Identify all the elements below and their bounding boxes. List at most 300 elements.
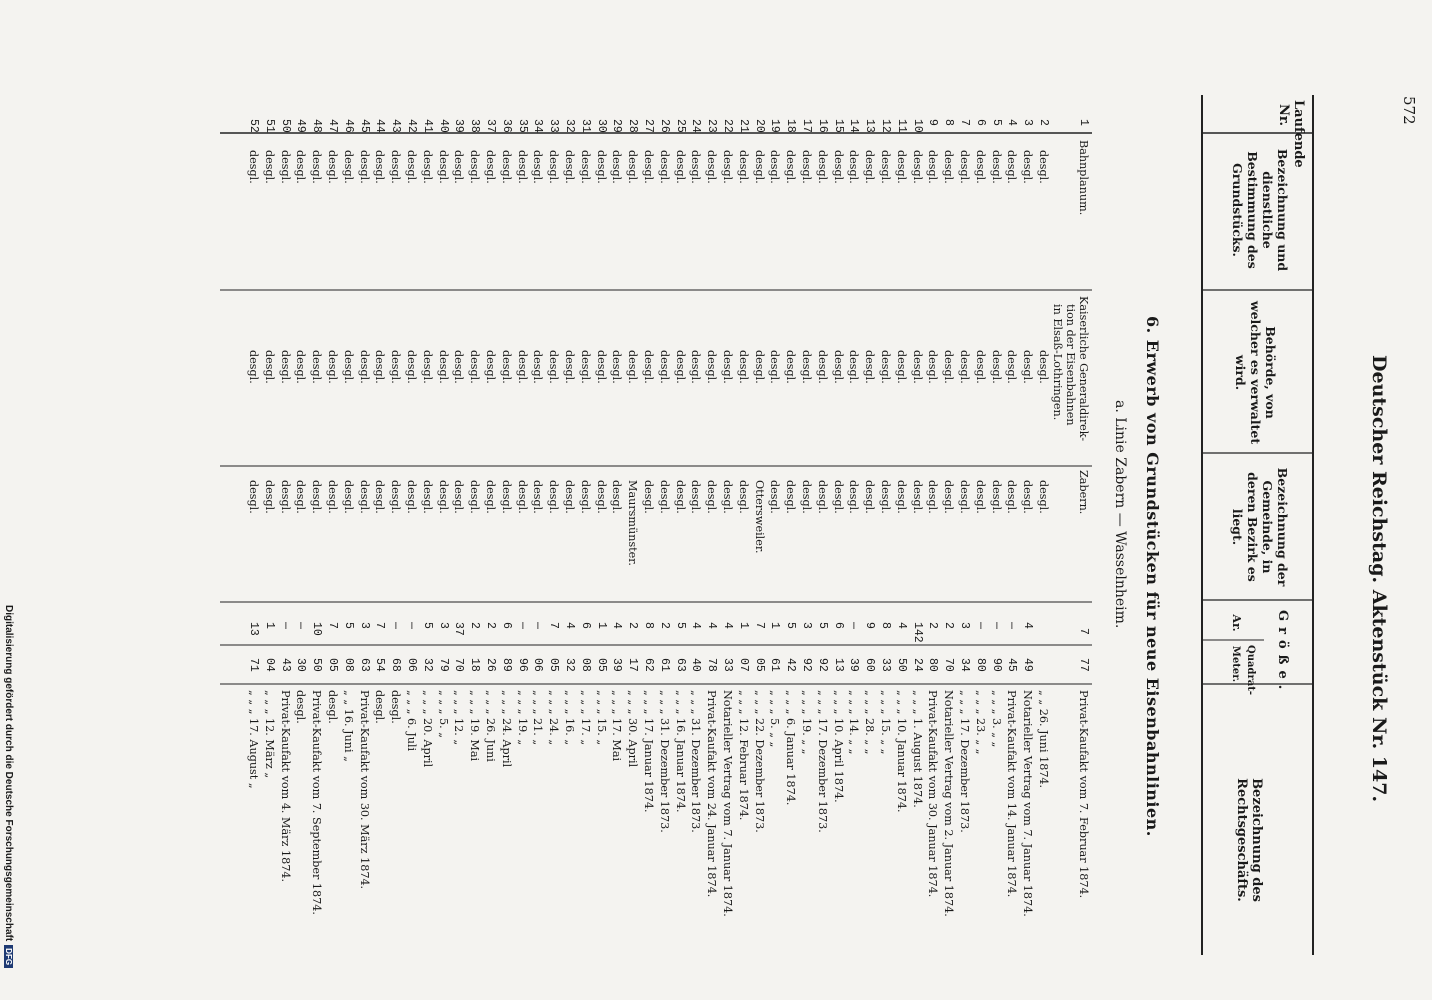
cell-behoerde: desgl.: [1021, 350, 1035, 384]
cell-behoerde: desgl.: [721, 350, 734, 384]
cell-rechtsgeschaeft: Notarieller Vertrag vom 7. Januar 1874.: [1021, 690, 1035, 917]
cell-behoerde: desgl.: [262, 350, 276, 384]
cell-ar: 2: [657, 622, 671, 629]
cell-bezeichnung: desgl.: [831, 150, 845, 184]
cell-rechtsgeschaeft: „ „ „ 20. April: [420, 690, 434, 768]
cell-rechtsgeschaeft: „ „ „ 17. Dezember 1873.: [815, 690, 829, 833]
cell-behoerde: desgl.: [800, 350, 813, 384]
cell-ar: —: [515, 622, 529, 629]
cell-qm: 18: [468, 658, 482, 672]
cell-qm: 60: [863, 658, 877, 672]
cell-qm: 30: [294, 658, 308, 672]
cell-ar: 4: [721, 622, 734, 629]
cell-rechtsgeschaeft: „ „ 26. Juni 1874.: [1037, 690, 1050, 789]
header-bezeichnung: Bezeichnung und dienstliche Bestimmung des Grundstücks.: [1230, 148, 1290, 272]
cell-rechtsgeschaeft: „ „ „ 17. August „: [247, 690, 260, 789]
cell-rechtsgeschaeft: „ „ „ 6. Juli: [405, 690, 418, 752]
cell-ar: 2: [626, 622, 640, 629]
cell-rechtsgeschaeft: „ „ „ 22. Dezember 1873.: [752, 690, 766, 833]
cell-rechtsgeschaeft: Privat-Kaufakt vom 24. Januar 1874.: [705, 690, 719, 898]
cell-ar: 37: [452, 622, 466, 636]
section-title: 6. Erwerb von Grundstücken für neue Eisenbahnlinien.: [1143, 316, 1162, 837]
cell-nr: 47: [326, 119, 339, 133]
cell-qm: 32: [563, 658, 576, 672]
cell-nr: 22: [721, 119, 734, 133]
cell-behoerde: desgl.: [610, 350, 624, 384]
cell-rechtsgeschaeft: Privat-Kaufakt vom 30. März 1874.: [357, 690, 371, 890]
cell-nr: 39: [452, 119, 466, 133]
cell-ar: 5: [420, 622, 434, 629]
cell-qm: 79: [436, 658, 450, 672]
cell-bezeichnung: desgl.: [721, 150, 734, 184]
cell-bezeichnung: desgl.: [689, 150, 703, 184]
cell-behoerde: desgl.: [436, 350, 450, 384]
cell-qm: 90: [989, 658, 1003, 672]
cell-behoerde: desgl.: [420, 350, 434, 384]
cell-behoerde: desgl.: [863, 350, 877, 384]
cell-bezeichnung: desgl.: [1037, 150, 1050, 184]
cell-nr: 42: [405, 119, 418, 133]
cell-rechtsgeschaeft: „ „ „ 16. „: [563, 690, 576, 746]
cell-nr: 28: [626, 119, 640, 133]
cell-rechtsgeschaeft: „ „ „ 17. „: [578, 690, 592, 746]
cell-bezeichnung: desgl.: [262, 150, 276, 184]
cell-gemeinde: desgl.: [973, 480, 987, 514]
cell-bezeichnung: desgl.: [815, 150, 829, 184]
cell-rechtsgeschaeft: „ „ „ 1. August 1874.: [910, 690, 924, 808]
cell-qm: 06: [405, 658, 418, 672]
cell-nr: 3: [1021, 119, 1035, 126]
cell-rechtsgeschaeft: „ „ „ 17. Mai: [610, 690, 624, 762]
cell-nr: 43: [389, 119, 403, 133]
cell-bezeichnung: desgl.: [673, 150, 687, 184]
cell-qm: 70: [452, 658, 466, 672]
cell-rechtsgeschaeft: Notarieller Vertrag vom 2. Januar 1874.: [942, 690, 956, 917]
cell-bezeichnung: Bahnplanum.: [1077, 140, 1090, 216]
cell-qm: 62: [642, 658, 655, 672]
cell-behoerde: desgl.: [310, 350, 324, 384]
cell-nr: 48: [310, 119, 324, 133]
cell-gemeinde: desgl.: [784, 480, 798, 514]
cell-gemeinde: desgl.: [594, 480, 608, 514]
cell-ar: 6: [831, 622, 845, 629]
cell-rechtsgeschaeft: desgl.: [373, 690, 387, 724]
cell-bezeichnung: desgl.: [1021, 150, 1035, 184]
cell-nr: 2: [1037, 119, 1050, 126]
cell-qm: 05: [594, 658, 608, 672]
cell-rechtsgeschaeft: Privat-Kaufakt vom 30. Januar 1874.: [926, 690, 940, 898]
cell-qm: 05: [547, 658, 561, 672]
cell-nr: 15: [831, 119, 845, 133]
cell-gemeinde: desgl.: [989, 480, 1003, 514]
cell-qm: 04: [262, 658, 276, 672]
cell-ar: —: [973, 622, 987, 629]
cell-nr: 32: [563, 119, 576, 133]
page-number: 572: [1400, 96, 1418, 125]
cell-nr: 18: [784, 119, 798, 133]
cell-behoerde-line-2: tion der Eisenbahnen: [1064, 304, 1077, 426]
cell-qm: 50: [310, 658, 324, 672]
cell-bezeichnung: desgl.: [942, 150, 956, 184]
cell-nr: 11: [894, 119, 908, 133]
cell-behoerde: desgl.: [531, 350, 545, 384]
cell-ar: 13: [247, 622, 260, 636]
cell-rechtsgeschaeft: desgl.: [389, 690, 403, 724]
cell-bezeichnung: desgl.: [1005, 150, 1019, 184]
cell-gemeinde: desgl.: [847, 480, 861, 514]
header-laufende-nr: Laufende Nr.: [1276, 100, 1306, 168]
cell-bezeichnung: desgl.: [531, 150, 545, 184]
cell-ar: —: [989, 622, 1003, 629]
cell-qm: 92: [800, 658, 813, 672]
cell-gemeinde: desgl.: [357, 480, 371, 514]
cell-behoerde: desgl.: [547, 350, 561, 384]
cell-ar: 4: [705, 622, 719, 629]
cell-gemeinde: desgl.: [436, 480, 450, 514]
cell-behoerde: desgl.: [1005, 350, 1019, 384]
cell-gemeinde: desgl.: [705, 480, 719, 514]
cell-behoerde: desgl.: [768, 350, 782, 384]
cell-nr: 21: [736, 119, 750, 133]
cell-qm: 05: [326, 658, 339, 672]
cell-ar: —: [389, 622, 403, 629]
cell-gemeinde: desgl.: [1005, 480, 1019, 514]
cell-behoerde: desgl.: [673, 350, 687, 384]
cell-gemeinde: Maursmünster.: [626, 480, 640, 566]
cell-bezeichnung: desgl.: [847, 150, 861, 184]
header-rechtsgeschaeft: Bezeichnung des Rechtsgeschäfts.: [1234, 778, 1264, 902]
cell-qm: 40: [689, 658, 703, 672]
cell-rechtsgeschaeft: „ „ „ 31. Dezember 1873.: [657, 690, 671, 833]
cell-gemeinde: desgl.: [452, 480, 466, 514]
cell-gemeinde: desgl.: [405, 480, 418, 514]
cell-nr: 50: [278, 119, 292, 133]
cell-behoerde: desgl.: [926, 350, 940, 384]
cell-nr: 44: [373, 119, 387, 133]
cell-bezeichnung: desgl.: [515, 150, 529, 184]
cell-qm: 24: [910, 658, 924, 672]
cell-bezeichnung: desgl.: [373, 150, 387, 184]
cell-nr: 8: [942, 119, 956, 126]
header-behoerde: Behörde, von welcher es verwaltet wird.: [1233, 300, 1278, 445]
cell-nr: 41: [420, 119, 434, 133]
cell-behoerde: desgl.: [989, 350, 1003, 384]
cell-behoerde: desgl.: [594, 350, 608, 384]
cell-ar: 3: [800, 622, 813, 629]
cell-qm: 70: [942, 658, 956, 672]
cell-bezeichnung: desgl.: [326, 150, 339, 184]
cell-ar: 2: [926, 622, 940, 629]
cell-gemeinde: desgl.: [326, 480, 339, 514]
cell-gemeinde: desgl.: [689, 480, 703, 514]
cell-qm: 07: [736, 658, 750, 672]
cell-gemeinde: desgl.: [958, 480, 971, 514]
cell-ar: —: [531, 622, 545, 629]
cell-qm: 17: [626, 658, 640, 672]
cell-gemeinde: desgl.: [341, 480, 355, 514]
cell-ar: 1: [768, 622, 782, 629]
cell-rechtsgeschaeft: „ „ „ 31. Dezember 1873.: [689, 690, 703, 833]
cell-qm: 49: [1021, 658, 1035, 672]
cell-rechtsgeschaeft: „ „ „ 19. „ „: [800, 690, 813, 755]
cell-ar: 4: [894, 622, 908, 629]
cell-bezeichnung: desgl.: [642, 150, 655, 184]
cell-rechtsgeschaeft: „ „ „ 12. Februar 1874.: [736, 690, 750, 821]
cell-bezeichnung: desgl.: [958, 150, 971, 184]
cell-bezeichnung: desgl.: [784, 150, 798, 184]
running-title: Deutscher Reichstag. Aktenstück Nr. 147.: [1368, 355, 1390, 803]
cell-ar: 6: [578, 622, 592, 629]
cell-behoerde: desgl.: [973, 350, 987, 384]
cell-bezeichnung: desgl.: [547, 150, 561, 184]
cell-behoerde: desgl.: [705, 350, 719, 384]
cell-gemeinde: desgl.: [831, 480, 845, 514]
cell-qm: 68: [389, 658, 403, 672]
cell-rechtsgeschaeft: „ „ „ 30. April: [626, 690, 640, 768]
cell-behoerde: desgl.: [894, 350, 908, 384]
cell-ar: —: [278, 622, 292, 629]
cell-behoerde: desgl.: [294, 350, 308, 384]
cell-nr: 37: [484, 119, 497, 133]
cell-ar: —: [1005, 622, 1019, 629]
cell-qm: 13: [831, 658, 845, 672]
cell-bezeichnung: desgl.: [452, 150, 466, 184]
cell-rechtsgeschaeft: „ „ „ 15. „ „: [879, 690, 892, 755]
cell-qm: 33: [721, 658, 734, 672]
cell-gemeinde: desgl.: [1037, 480, 1050, 514]
cell-behoerde: desgl.: [752, 350, 766, 384]
cell-behoerde: desgl.: [515, 350, 529, 384]
cell-bezeichnung: desgl.: [341, 150, 355, 184]
cell-bezeichnung: desgl.: [278, 150, 292, 184]
cell-rechtsgeschaeft: „ „ „ 14. „ „: [847, 690, 861, 755]
cell-gemeinde: desgl.: [262, 480, 276, 514]
cell-rechtsgeschaeft: „ „ „ 12. März „: [262, 690, 276, 779]
cell-gemeinde: desgl.: [515, 480, 529, 514]
cell-rechtsgeschaeft: „ „ „ 24. „: [547, 690, 561, 746]
cell-ar: 1: [262, 622, 276, 629]
cell-bezeichnung: desgl.: [736, 150, 750, 184]
cell-nr: 20: [752, 119, 766, 133]
cell-nr: 4: [1005, 119, 1019, 126]
cell-behoerde: desgl.: [879, 350, 892, 384]
cell-bezeichnung: desgl.: [389, 150, 403, 184]
cell-ar: 7: [1077, 628, 1090, 635]
cell-behoerde: desgl.: [578, 350, 592, 384]
cell-nr: 10: [910, 119, 924, 133]
cell-rechtsgeschaeft: „ „ „ 16. Januar 1874.: [673, 690, 687, 813]
cell-rechtsgeschaeft: „ „ „ 17. Januar 1874.: [642, 690, 655, 813]
cell-bezeichnung: desgl.: [578, 150, 592, 184]
cell-behoerde: desgl.: [452, 350, 466, 384]
subsection-title: a. Linie Zabern — Wasselnheim.: [1112, 400, 1128, 629]
cell-nr: 6: [973, 119, 987, 126]
cell-gemeinde: desgl.: [373, 480, 387, 514]
cell-gemeinde: desgl.: [815, 480, 829, 514]
cell-behoerde: desgl.: [341, 350, 355, 384]
cell-gemeinde: desgl.: [420, 480, 434, 514]
cell-ar: 3: [436, 622, 450, 629]
cell-bezeichnung: desgl.: [436, 150, 450, 184]
cell-ar: 5: [341, 622, 355, 629]
cell-ar: —: [294, 622, 308, 629]
cell-qm: 80: [973, 658, 987, 672]
credit-text: Digitalisierung gefördert durch die Deutsche Forschungsgemeinschaft: [3, 605, 14, 942]
cell-rechtsgeschaeft: „ „ „ 12. „: [452, 690, 466, 746]
cell-behoerde: desgl.: [657, 350, 671, 384]
cell-nr: 51: [262, 119, 276, 133]
cell-nr: 5: [989, 119, 1003, 126]
cell-behoerde: desgl.: [958, 350, 971, 384]
cell-ar: 8: [879, 622, 892, 629]
cell-bezeichnung: desgl.: [973, 150, 987, 184]
cell-behoerde: desgl.: [278, 350, 292, 384]
cell-qm: 63: [357, 658, 371, 672]
cell-ar: 5: [784, 622, 798, 629]
cell-ar: 5: [815, 622, 829, 629]
cell-behoerde: desgl.: [373, 350, 387, 384]
cell-behoerde: desgl.: [784, 350, 798, 384]
cell-nr: 31: [578, 119, 592, 133]
cell-bezeichnung: desgl.: [310, 150, 324, 184]
cell-nr: 25: [673, 119, 687, 133]
cell-nr: 38: [468, 119, 482, 133]
cell-bezeichnung: desgl.: [926, 150, 940, 184]
cell-behoerde: desgl.: [468, 350, 482, 384]
cell-nr: 35: [515, 119, 529, 133]
cell-bezeichnung: desgl.: [499, 150, 513, 184]
cell-gemeinde: desgl.: [721, 480, 734, 514]
cell-gemeinde: desgl.: [926, 480, 940, 514]
cell-rechtsgeschaeft: Notarieller Vertrag vom 7. Januar 1874.: [721, 690, 734, 917]
cell-gemeinde: desgl.: [673, 480, 687, 514]
cell-rechtsgeschaeft: Privat-Kaufakt vom 7. September 1874.: [310, 690, 324, 915]
cell-behoerde-line-3: in Elsaß-Lothringen.: [1051, 304, 1064, 421]
cell-bezeichnung: desgl.: [910, 150, 924, 184]
cell-qm: 71: [247, 658, 260, 672]
cell-bezeichnung: desgl.: [357, 150, 371, 184]
cell-ar: 2: [484, 622, 497, 629]
cell-qm: 89: [499, 658, 513, 672]
cell-rechtsgeschaeft: „ „ „ 19. Mai: [468, 690, 482, 762]
cell-behoerde: desgl.: [326, 350, 339, 384]
cell-behoerde: desgl.: [499, 350, 513, 384]
cell-bezeichnung: desgl.: [594, 150, 608, 184]
cell-qm: 33: [879, 658, 892, 672]
header-gemeinde: Bezeichnung der Gemeinde, in deren Bezirk es liegt.: [1230, 467, 1290, 587]
cell-rechtsgeschaeft: „ „ 16. Juni „: [341, 690, 355, 762]
cell-qm: 05: [752, 658, 766, 672]
cell-bezeichnung: desgl.: [468, 150, 482, 184]
cell-ar: 7: [373, 622, 387, 629]
cell-ar: 1: [736, 622, 750, 629]
cell-ar: 9: [863, 622, 877, 629]
cell-nr: 34: [531, 119, 545, 133]
cell-rechtsgeschaeft: Privat-Kaufakt vom 14. Januar 1874.: [1005, 690, 1019, 898]
cell-gemeinde: desgl.: [468, 480, 482, 514]
dfg-logo: DFG: [4, 945, 13, 968]
cell-ar: 8: [642, 622, 655, 629]
cell-qm: 34: [958, 658, 971, 672]
cell-nr: 14: [847, 119, 861, 133]
cell-behoerde: desgl.: [1037, 350, 1050, 384]
cell-rechtsgeschaeft: desgl.: [326, 690, 339, 724]
header-ar: Ar.: [1230, 614, 1243, 632]
cell-qm: 42: [784, 658, 798, 672]
cell-bezeichnung: desgl.: [863, 150, 877, 184]
cell-bezeichnung: desgl.: [800, 150, 813, 184]
cell-bezeichnung: desgl.: [294, 150, 308, 184]
cell-bezeichnung: desgl.: [657, 150, 671, 184]
cell-bezeichnung: desgl.: [247, 150, 260, 184]
cell-gemeinde: desgl.: [894, 480, 908, 514]
cell-nr: 40: [436, 119, 450, 133]
cell-rechtsgeschaeft: „ „ „ 10. April 1874.: [831, 690, 845, 803]
cell-qm: 92: [815, 658, 829, 672]
cell-rechtsgeschaeft: „ „ „ 5. „ „: [768, 690, 782, 748]
cell-behoerde: desgl.: [815, 350, 829, 384]
cell-gemeinde: desgl.: [578, 480, 592, 514]
cell-qm: 63: [673, 658, 687, 672]
cell-behoerde: desgl.: [942, 350, 956, 384]
cell-bezeichnung: desgl.: [563, 150, 576, 184]
cell-ar: 4: [563, 622, 576, 629]
cell-rechtsgeschaeft: „ „ „ 15. „: [594, 690, 608, 746]
cell-rechtsgeschaeft: „ „ „ 26. Juni: [484, 690, 497, 762]
cell-rechtsgeschaeft: „ „ „ 24. April: [499, 690, 513, 768]
cell-nr: 9: [926, 119, 940, 126]
cell-rechtsgeschaeft: „ „ „ 5. „: [436, 690, 450, 739]
cell-nr: 17: [800, 119, 813, 133]
cell-rechtsgeschaeft: „ „ „ 23. „ „: [973, 690, 987, 755]
cell-bezeichnung: desgl.: [626, 150, 640, 184]
cell-ar: —: [847, 622, 861, 629]
cell-behoerde: desgl.: [247, 350, 260, 384]
cell-ar: 6: [499, 622, 513, 629]
cell-gemeinde: Zabern.: [1077, 470, 1090, 515]
cell-qm: 77: [1077, 658, 1090, 672]
cell-rechtsgeschaeft: „ „ „ 6. Januar 1874.: [784, 690, 798, 806]
cell-gemeinde: desgl.: [499, 480, 513, 514]
cell-nr: 13: [863, 119, 877, 133]
cell-bezeichnung: desgl.: [705, 150, 719, 184]
cell-ar: —: [405, 622, 418, 629]
cell-qm: 26: [484, 658, 497, 672]
cell-behoerde: desgl.: [484, 350, 497, 384]
cell-ar: 3: [357, 622, 371, 629]
cell-rechtsgeschaeft: „ „ „ 17. Dezember 1873.: [958, 690, 971, 833]
cell-gemeinde: Ottersweiler.: [752, 480, 766, 554]
cell-nr: 16: [815, 119, 829, 133]
cell-qm: 08: [341, 658, 355, 672]
cell-nr: 29: [610, 119, 624, 133]
cell-behoerde-line-1: Kaiserliche Generaldirek-: [1077, 296, 1090, 442]
cell-rechtsgeschaeft: Privat-Kaufakt vom 4. März 1874.: [278, 690, 292, 882]
cell-ar: 7: [326, 622, 339, 629]
cell-bezeichnung: desgl.: [610, 150, 624, 184]
cell-nr: 1: [1077, 119, 1090, 126]
cell-rechtsgeschaeft: „ „ „ 19. „: [515, 690, 529, 746]
cell-behoerde: desgl.: [642, 350, 655, 384]
cell-nr: 45: [357, 119, 371, 133]
cell-rechtsgeschaeft: „ „ „ 21. „: [531, 690, 545, 746]
cell-behoerde: desgl.: [689, 350, 703, 384]
cell-bezeichnung: desgl.: [879, 150, 892, 184]
cell-qm: 32: [420, 658, 434, 672]
cell-gemeinde: desgl.: [1021, 480, 1035, 514]
cell-behoerde: desgl.: [357, 350, 371, 384]
cell-gemeinde: desgl.: [768, 480, 782, 514]
